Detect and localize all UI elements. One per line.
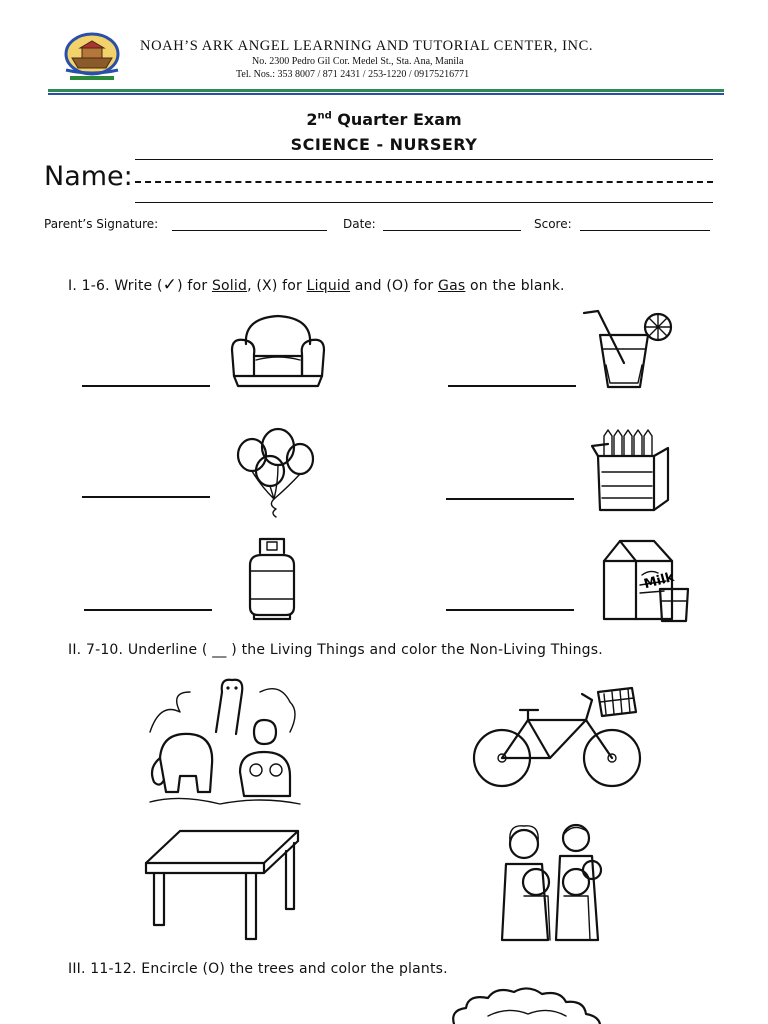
name-bottom-line — [135, 202, 713, 203]
table-image — [140, 825, 304, 943]
zoo-animals-image — [140, 672, 310, 810]
school-logo — [62, 32, 122, 84]
exam-title: 2nd Quarter Exam — [306, 110, 462, 129]
name-label: Name: — [44, 161, 133, 192]
answer-blank-5[interactable] — [84, 609, 212, 611]
header-divider-blue — [48, 93, 724, 95]
section1-instruction: I. 1-6. Write (✓) for Solid, (X) for Liquid and (O) for Gas on the blank. — [68, 275, 565, 295]
check-mark: ✓ — [162, 275, 178, 295]
answer-blank-2[interactable] — [448, 385, 576, 387]
school-name: NOAH’S ARK ANGEL LEARNING AND TUTORIAL CENTER, INC. — [140, 38, 594, 54]
name-input-line[interactable] — [135, 181, 713, 183]
answer-blank-3[interactable] — [82, 496, 210, 498]
score-label: Score: — [534, 217, 572, 231]
crayon-box-image — [588, 428, 674, 514]
parent-signature-label: Parent’s Signature: — [44, 217, 159, 231]
balloons-image — [230, 425, 320, 520]
date-blank[interactable] — [383, 230, 521, 231]
school-address: No. 2300 Pedro Gil Cor. Medel St., Sta. Ana, Manila — [252, 56, 464, 67]
tree-image — [448, 986, 608, 1024]
milk-carton-image — [600, 535, 692, 625]
section3-instruction: III. 11-12. Encircle (O) the trees and color the plants. — [68, 961, 448, 977]
answer-blank-1[interactable] — [82, 385, 210, 387]
answer-blank-4[interactable] — [446, 498, 574, 500]
name-top-line — [135, 159, 713, 160]
section2-instruction: II. 7-10. Underline ( __ ) the Living Things and color the Non-Living Things. — [68, 642, 603, 658]
date-label: Date: — [343, 217, 376, 231]
gas-tank-image — [242, 535, 302, 621]
answer-blank-6[interactable] — [446, 609, 574, 611]
svg-text:Milk: Milk — [642, 569, 676, 593]
exam-subject: SCIENCE - NURSERY — [290, 135, 478, 154]
score-blank[interactable] — [580, 230, 710, 231]
armchair-image — [226, 310, 330, 390]
juice-glass-image — [580, 305, 676, 395]
parent-signature-blank[interactable] — [172, 230, 327, 231]
school-telephone: Tel. Nos.: 353 8007 / 871 2431 / 253-1220 / 09175216771 — [236, 69, 470, 80]
header-divider-green — [48, 89, 724, 92]
bicycle-image — [470, 684, 646, 796]
family-image — [494, 820, 614, 944]
